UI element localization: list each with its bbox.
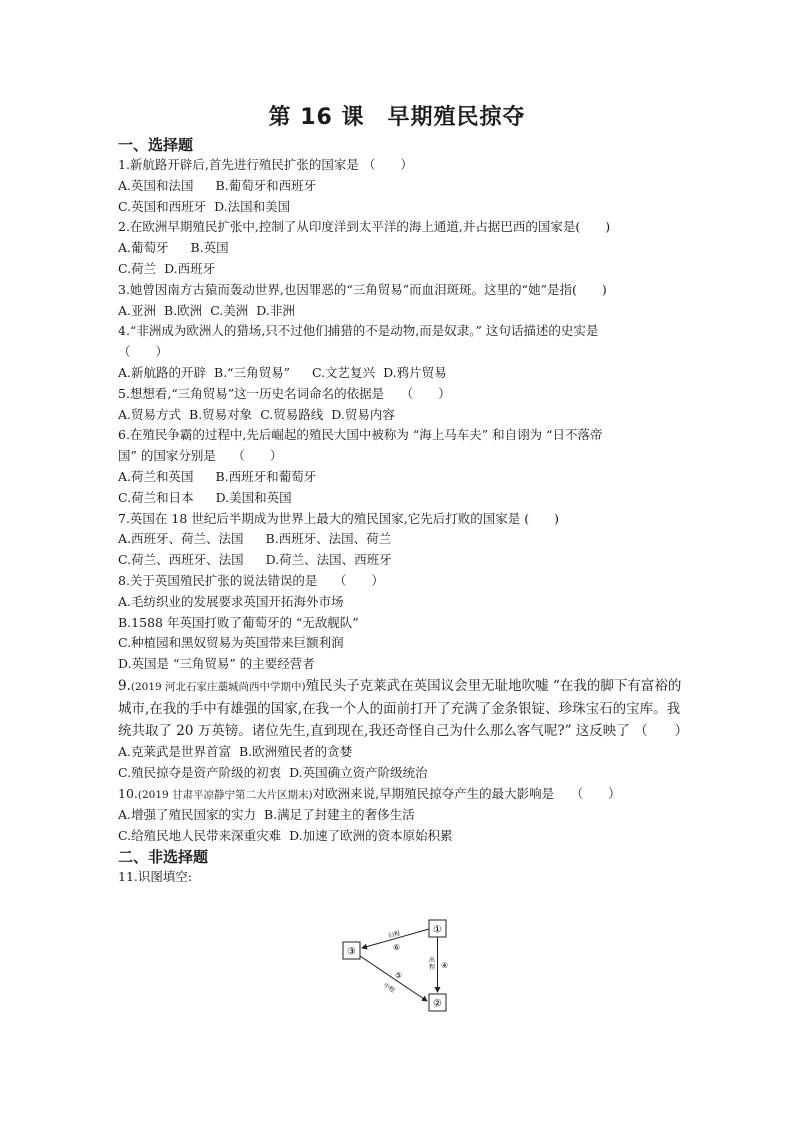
question-text: 殖民头子克莱武在英国议会里无耻地吹嘘 “在我的脚下有富裕的城市,在我的手中有雄强的国家,在我一个人的面前打开了充满了金条银锭、珍珠宝石的宝库。我统共取了 20 万英镑。诸位先生,直到现在,我还奇怪自己为什么那么客气呢?” 这反映了 （ ） <box>118 677 689 739</box>
option-d[interactable]: D.贸易内容 <box>331 406 395 422</box>
page-title: 第 16 课 早期殖民掠夺 <box>268 105 526 130</box>
question-stem: 5.想想看,“三角贸易”这一历史名词命名的依据是 （ ） <box>118 385 451 401</box>
option-row <box>118 467 684 488</box>
option-row <box>118 176 684 197</box>
option-b[interactable]: B.西班牙和葡萄牙 <box>215 468 317 484</box>
section-choice-heading: 一、选择题 <box>118 136 194 154</box>
question-10 <box>118 784 684 847</box>
option-d[interactable]: D.法国和美国 <box>214 198 291 214</box>
option-a[interactable]: A.英国和法国 <box>118 177 194 193</box>
option-c[interactable]: C.荷兰、西班牙、法国 <box>118 552 244 568</box>
option-row <box>118 826 684 847</box>
route-middle-arrow <box>360 956 427 1001</box>
option-d[interactable]: D.美国和英国 <box>215 489 292 505</box>
route-label-return: 归程 <box>387 929 402 940</box>
triangle-trade-diagram <box>335 916 465 1016</box>
question-text: 对欧洲来说,早期殖民掠夺产生的最大影响是 （ ） <box>312 785 621 801</box>
option-a[interactable]: A.毛纺织业的发展要求英国开拓海外市场 <box>118 593 344 609</box>
option-b[interactable]: B.西班牙、法国、荷兰 <box>265 531 392 547</box>
option-b[interactable]: B.满足了封建主的奢侈生活 <box>264 807 415 823</box>
option-row <box>118 488 684 509</box>
option-a[interactable]: A.贸易方式 <box>118 406 182 422</box>
question-stem: 4.“非洲成为欧洲人的猎场,只不过他们捕猎的不是动物,而是奴隶。” 这句话描述的史实是 <box>118 323 599 339</box>
option-b[interactable]: B.葡萄牙和西班牙 <box>215 177 317 193</box>
route-number-6: ⑥ <box>393 943 401 952</box>
option-a[interactable]: A.葡萄牙 <box>118 240 169 256</box>
option-a[interactable]: A.新航路的开辟 <box>118 364 207 380</box>
option-b[interactable]: B.欧洲殖民者的贪婪 <box>239 743 353 759</box>
option-b[interactable]: B.1588 年英国打败了葡萄牙的 “无敌舰队” <box>118 614 359 630</box>
option-b[interactable]: B.英国 <box>190 240 229 256</box>
option-a[interactable]: A.增强了殖民国家的实力 <box>118 807 257 823</box>
question-stem: 1.新航路开辟后,首先进行殖民扩张的国家是 （ ） <box>118 157 413 172</box>
option-d[interactable]: D.鸦片贸易 <box>383 364 447 380</box>
option-row <box>118 763 684 784</box>
option-c[interactable]: C.种植园和黑奴贸易为英国带来巨额利润 <box>118 635 344 651</box>
option-c[interactable]: C.英国和西班牙 <box>118 198 207 214</box>
option-d[interactable]: D.西班牙 <box>164 260 216 276</box>
option-d[interactable]: D.英国是 “三角贸易” 的主要经营者 <box>118 656 315 672</box>
question-5 <box>118 384 684 426</box>
option-d[interactable]: D.英国确立资产阶级统治 <box>289 764 428 780</box>
route-label-out-2: 程 <box>429 964 436 971</box>
option-c[interactable]: C.给殖民地人民带来深重灾难 <box>118 828 282 844</box>
option-b[interactable]: B.欧洲 <box>164 302 203 318</box>
worksheet-content <box>118 135 689 888</box>
question-4 <box>118 321 684 383</box>
question-stem: 6.在殖民争霸的过程中,先后崛起的殖民大国中被称为 “海上马车夫” 和自诩为 “日不落帝 <box>118 427 603 443</box>
route-number-5: ⑤ <box>395 971 403 980</box>
question-7 <box>118 509 684 571</box>
question-stem: 2.在欧洲早期殖民扩张中,控制了从印度洋到太平洋的海上通道,并占据巴西的国家是( ) <box>118 219 611 235</box>
node-label-1: ① <box>433 924 442 936</box>
option-c[interactable]: C.文艺复兴 <box>311 364 376 380</box>
option-a[interactable]: A.荷兰和英国 <box>118 468 194 484</box>
option-c[interactable]: C.美洲 <box>210 302 249 318</box>
option-c[interactable]: C.贸易路线 <box>260 406 324 422</box>
question-number: 10. <box>118 785 138 801</box>
question-8 <box>118 571 684 675</box>
question-9 <box>118 675 689 784</box>
question-stem: 7.英国在 18 世纪后半期成为世界上最大的殖民国家,它先后打败的国家是 ( ) <box>118 510 559 526</box>
question-stem <box>118 784 684 806</box>
option-a[interactable]: A.西班牙、荷兰、法国 <box>118 531 244 547</box>
node-label-2: ② <box>433 998 442 1010</box>
option-a[interactable]: A.克莱武是世界首富 <box>118 743 232 759</box>
option-row <box>118 405 684 426</box>
route-label-out-1: 出 <box>429 957 436 964</box>
option-c[interactable]: C.殖民掠夺是资产阶级的初衷 <box>118 764 282 780</box>
option-row <box>118 238 684 259</box>
question-1 <box>118 155 684 217</box>
question-6 <box>118 425 684 508</box>
node-label-3: ③ <box>347 946 356 958</box>
option-row <box>118 550 684 571</box>
question-number: 9. <box>118 677 131 694</box>
question-stem <box>118 675 689 742</box>
option-c[interactable]: C.荷兰和日本 <box>118 489 194 505</box>
option-row <box>118 805 684 826</box>
option-row <box>118 197 684 218</box>
option-row <box>118 742 684 763</box>
option-row <box>118 301 684 322</box>
question-stem: 3.她曾因南方古猿而轰动世界,也因罪恶的“三角贸易”而血泪斑斑。这里的“她”是指( ) <box>118 281 607 297</box>
option-b[interactable]: B.贸易对象 <box>189 406 253 422</box>
question-3 <box>118 280 684 322</box>
option-row <box>118 363 684 384</box>
option-d[interactable]: D.非洲 <box>256 302 295 318</box>
question-2 <box>118 217 684 279</box>
question-stem-continued: 国” 的国家分别是 （ ） <box>118 448 283 464</box>
option-d[interactable]: D.荷兰、法国、西班牙 <box>265 552 392 568</box>
question-stem: 8.关于英国殖民扩张的说法错误的是 （ ） <box>118 572 384 588</box>
option-row <box>118 529 684 550</box>
option-c[interactable]: C.荷兰 <box>118 260 157 276</box>
question-source: (2019 河北石家庄藁城尚西中学期中) <box>130 680 306 693</box>
section-nonchoice-heading: 二、非选择题 <box>118 847 209 866</box>
question-source: (2019 甘肃平凉静宁第二大片区期末) <box>137 788 313 801</box>
option-d[interactable]: D.加速了欧洲的资本原始积累 <box>289 828 453 844</box>
question-11-stem: 11.识图填空: <box>118 868 193 884</box>
route-label-middle: 中程 <box>381 981 396 995</box>
route-number-4: ④ <box>441 961 449 970</box>
option-b[interactable]: B.“三角贸易” <box>214 364 290 380</box>
question-stem-continued: （ ） <box>118 344 169 360</box>
option-row <box>118 259 684 280</box>
option-a[interactable]: A.亚洲 <box>118 302 157 318</box>
